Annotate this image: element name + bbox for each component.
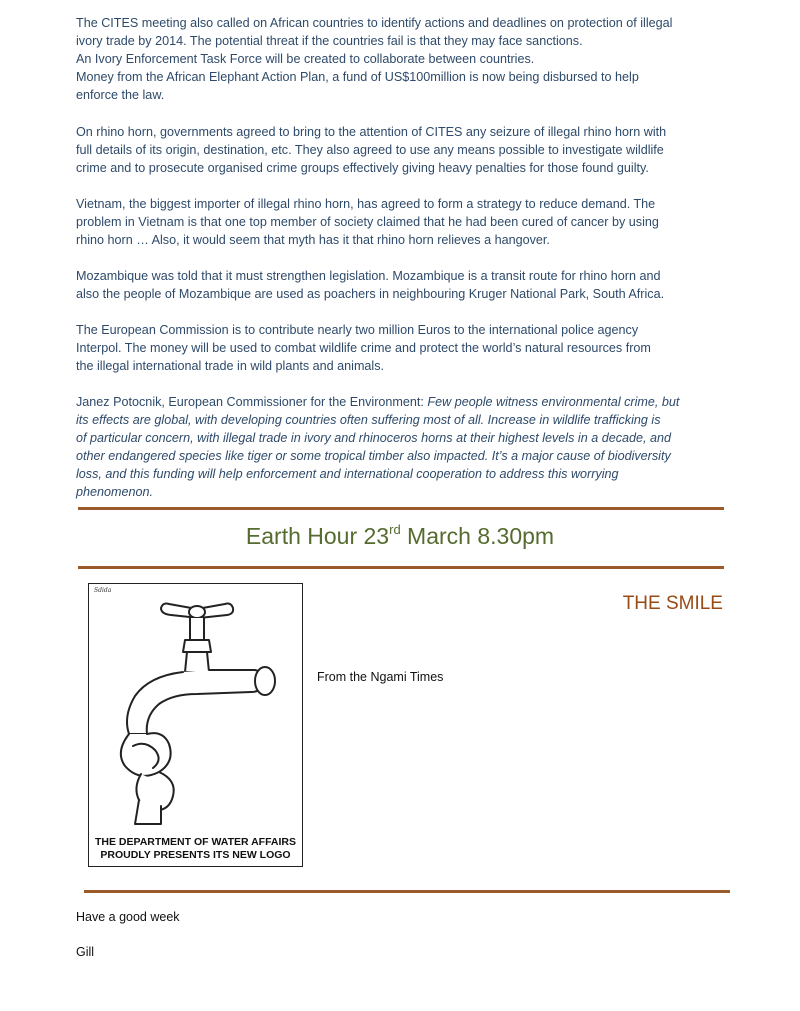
- text-line: full details of its origin, destination, etc. They also agreed to use any means possible to investigate wildlife: [76, 143, 664, 157]
- text-line: problem in Vietnam is that one top member of society claimed that he had been cured of cancer by using: [76, 215, 659, 229]
- text-line: Interpol. The money will be used to combat wildlife crime and protect the world’s natural resources from: [76, 341, 651, 355]
- quote-line: loss, and this funding will help enforcement and international cooperation to address this worrying: [76, 467, 619, 481]
- smile-section-title: THE SMILE: [622, 593, 723, 614]
- divider-rule: [84, 890, 730, 893]
- quote-text: Few people witness environmental crime, but: [427, 395, 680, 409]
- earth-hour-ordinal: rd: [389, 522, 401, 537]
- cartoon-caption: [89, 836, 302, 862]
- quote-line: other endangered species like tiger or some tropical timber also impacted. It’s a major cause of biodiversity: [76, 449, 671, 463]
- quote-line: its effects are global, with developing countries often suffering most of all. Increase in wildlife trafficking is: [76, 413, 661, 427]
- text-line: rhino horn … Also, it would seem that myth has it that rhino horn relieves a hangover.: [76, 233, 550, 247]
- text-line: The European Commission is to contribute nearly two million Euros to the international police agency: [76, 323, 639, 337]
- earth-hour-heading: [0, 521, 800, 551]
- signature-name: Gill: [76, 945, 95, 959]
- paragraph-mozambique: [76, 267, 726, 303]
- text-line: [76, 393, 726, 411]
- earth-hour-suffix: March 8.30pm: [400, 523, 555, 549]
- quote-line: of particular concern, with illegal trade in ivory and rhinoceros horns at their highest levels in a decade, and: [76, 431, 672, 445]
- paragraph-vietnam: [76, 195, 726, 249]
- text-line: also the people of Mozambique are used as poachers in neighbouring Kruger National Park, South Africa.: [76, 287, 665, 301]
- closing-greeting: Have a good week: [76, 910, 180, 924]
- text-line: On rhino horn, governments agreed to bring to the attention of CITES any seizure of illegal rhino horn with: [76, 125, 667, 139]
- knotted-tap-icon: [89, 584, 301, 834]
- quote-attribution: Janez Potocnik, European Commissioner for the Environment:: [76, 395, 428, 409]
- cartoon-signature: Sdida: [94, 587, 112, 594]
- text-line: ivory trade by 2014. The potential threat if the countries fail is that they may face sanctions.: [76, 34, 583, 48]
- text-line: An Ivory Enforcement Task Force will be created to collaborate between countries.: [76, 52, 535, 66]
- divider-rule: [78, 507, 724, 510]
- text-line: Mozambique was told that it must strengthen legislation. Mozambique is a transit route for rhino horn and: [76, 269, 661, 283]
- text-line: the illegal international trade in wild plants and animals.: [76, 359, 385, 373]
- cartoon-frame: [88, 583, 303, 867]
- text-line: Money from the African Elephant Action Plan, a fund of US$100million is now being disbursed to help: [76, 70, 639, 84]
- text-line: Vietnam, the biggest importer of illegal rhino horn, has agreed to form a strategy to reduce demand. The: [76, 197, 656, 211]
- paragraph-cites-ivory: [76, 14, 726, 104]
- paragraph-european-commission: [76, 321, 726, 375]
- divider-rule: [78, 566, 724, 569]
- paragraph-commissioner-quote: [76, 393, 726, 501]
- earth-hour-prefix: Earth Hour 23: [245, 523, 390, 549]
- caption-line: THE DEPARTMENT OF WATER AFFAIRS: [94, 836, 297, 848]
- caption-line: PROUDLY PRESENTS ITS NEW LOGO: [100, 849, 291, 861]
- text-line: enforce the law.: [76, 88, 165, 102]
- cartoon-source: From the Ngami Times: [317, 670, 444, 684]
- text-line: The CITES meeting also called on African countries to identify actions and deadlines on protection of illegal: [76, 16, 673, 30]
- quote-line: phenomenon.: [76, 485, 154, 499]
- text-line: crime and to prosecute organised crime groups effectively giving heavy penalties for those found guilty.: [76, 161, 649, 175]
- paragraph-rhino-horn: [76, 123, 726, 177]
